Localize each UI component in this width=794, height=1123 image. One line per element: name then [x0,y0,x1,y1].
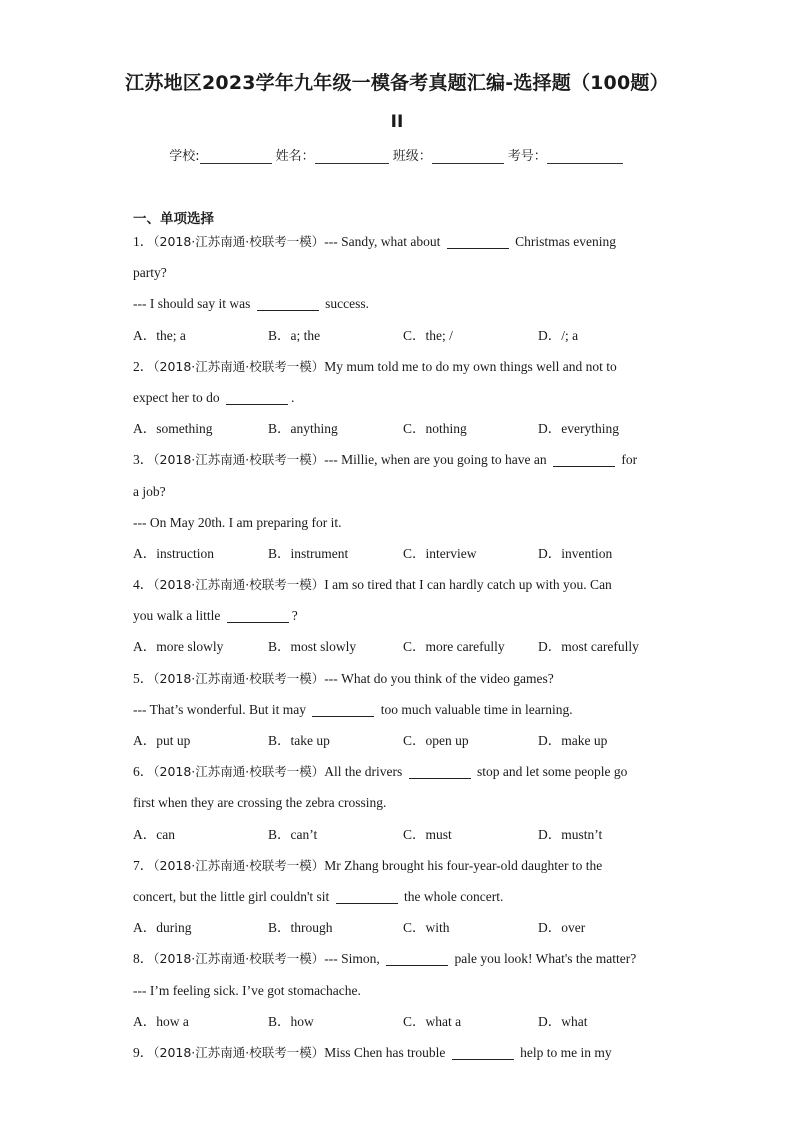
question-text: concert, but the little girl couldn't sit [133,888,333,904]
answer-option[interactable]: C．what a [403,1013,462,1029]
question-text: --- I should say it was [133,296,254,312]
answer-option[interactable]: A．more slowly [133,639,224,655]
answer-option[interactable]: D．invention [538,545,613,561]
answer-option[interactable]: C．the; / [403,327,453,343]
question-line [133,351,673,382]
answer-option[interactable]: A．the; a [133,327,186,343]
student-info-row [0,145,794,164]
question-source: （2018·江苏南通·校联考一模） [153,857,325,873]
answer-option[interactable]: D．over [538,920,586,936]
answer-option[interactable]: C．must [403,826,452,842]
question-line [133,756,673,787]
question-line [133,288,673,319]
answer-options [133,819,673,850]
answer-option[interactable]: D．/; a [538,327,579,343]
question-text: --- On May 20th. I am preparing for it. [133,514,342,530]
answer-option[interactable]: A．put up [133,733,191,748]
question-text: All the drivers [324,764,406,780]
answer-options [133,538,673,569]
info-field-label: 班级： [392,149,432,164]
question-text-after-blank: . [290,389,295,405]
question-line [133,850,673,881]
question-source: （2018·江苏南通·校联考一模） [153,234,325,249]
answer-option[interactable]: C．open up [403,733,469,748]
question-line [133,507,673,538]
question-text: expect her to do [133,389,223,405]
info-field [393,145,506,164]
info-field-blank[interactable] [315,149,389,164]
question-line [133,943,673,974]
info-field-blank[interactable] [432,149,504,164]
question-line [133,881,673,912]
question-text-after-blank: for [617,452,638,468]
question-line [133,600,673,631]
answer-option[interactable]: A．something [133,421,213,437]
question-number: 1． [133,234,154,249]
question-line [133,663,673,694]
question-text-after-blank: help to me in my [516,1044,612,1060]
question-line [133,569,673,600]
answer-option[interactable]: C．nothing [403,421,467,437]
info-field [169,145,273,164]
question-source: （2018·江苏南通·校联考一模） [153,670,325,686]
question-number: 5． [133,670,154,686]
answer-options [133,725,673,756]
question-item [133,351,673,445]
question-text: --- I’m feeling sick. I’ve got stomachache. [133,982,361,998]
answer-option[interactable]: D．everything [538,421,619,437]
answer-options [133,631,673,662]
answer-option[interactable]: B．take up [268,733,330,748]
info-field [276,145,391,164]
info-field-label: 考号： [507,149,547,164]
answer-blank[interactable] [386,949,448,966]
question-text-after-blank: the whole concert. [400,888,504,904]
question-text: a job? [133,483,166,499]
info-field [508,145,625,164]
answer-blank[interactable] [257,294,319,311]
question-text: --- Simon, [324,951,384,967]
answer-options [133,912,673,943]
page-subtitle: II [390,112,404,132]
question-line [133,444,673,475]
question-text: party? [133,265,167,281]
question-text: --- That’s wonderful. But it may [133,701,310,717]
question-text-after-blank: stop and let some people go [473,764,628,780]
question-number: 3． [133,452,154,468]
question-line [133,1037,673,1068]
answer-option[interactable]: A．instruction [133,545,214,561]
question-item [133,1037,673,1068]
question-number: 2． [133,358,154,374]
question-number: 4． [133,577,154,593]
question-text: Miss Chen has trouble [324,1044,449,1060]
answer-option[interactable]: B．how [268,1013,314,1029]
answer-blank[interactable] [336,887,398,904]
question-text-after-blank: too much valuable time in learning. [377,701,573,717]
answer-option[interactable]: B．instrument [268,545,349,561]
answer-blank[interactable] [409,762,471,779]
answer-option[interactable]: B．most slowly [268,639,357,655]
question-text-after-blank: success. [321,296,369,312]
question-line [133,694,673,725]
answer-options [133,1006,673,1037]
answer-option[interactable]: C．more carefully [403,639,505,655]
question-line [133,476,673,507]
question-text: --- Millie, when are you going to have an [324,452,550,468]
answer-option[interactable]: A．can [133,826,175,842]
question-item [133,226,673,351]
question-number: 9． [133,1044,154,1060]
answer-option[interactable]: B．through [268,920,333,936]
question-item [133,569,673,663]
question-number: 8． [133,951,154,967]
question-text-after-blank: pale you look! What's the matter? [451,951,637,967]
answer-blank[interactable] [447,232,509,249]
info-field-label: 姓名： [275,149,315,164]
question-source: （2018·江苏南通·校联考一模） [153,1044,325,1060]
info-field-blank[interactable] [200,149,272,164]
question-text: I am so tired that I can hardly catch up with you. Can [324,577,612,593]
question-line [133,975,673,1006]
answer-blank[interactable] [553,450,615,467]
answer-option[interactable]: D．most carefully [538,639,639,655]
answer-options [133,413,673,444]
question-text: --- Sandy, what about [324,234,444,249]
question-number: 6． [133,764,154,780]
answer-option[interactable]: C．with [403,920,450,936]
answer-blank[interactable] [226,388,288,405]
question-text-after-blank: Christmas evening [511,234,616,249]
question-text: Mr Zhang brought his four-year-old daughter to the [324,857,603,873]
answer-option[interactable]: D．make up [538,733,608,748]
answer-option[interactable]: A．during [133,920,192,936]
question-list [133,226,673,1068]
question-number: 7． [133,857,154,873]
answer-blank[interactable] [227,606,289,623]
question-source: （2018·江苏南通·校联考一模） [153,452,325,468]
question-item [133,444,673,569]
question-text: first when they are crossing the zebra crossing. [133,795,387,811]
answer-option[interactable]: A．how a [133,1013,189,1029]
info-field-blank[interactable] [547,149,623,164]
question-text-after-blank: ? [291,608,298,624]
question-line [133,226,673,257]
answer-option[interactable]: D．mustn’t [538,826,603,842]
answer-option[interactable]: D．what [538,1013,588,1029]
question-source: （2018·江苏南通·校联考一模） [153,358,325,374]
question-text: My mum told me to do my own things well and not to [324,358,617,374]
question-item [133,663,673,757]
question-text: --- What do you think of the video games? [324,670,554,686]
question-text: you walk a little [133,608,224,624]
question-item [133,943,673,1037]
question-line [133,382,673,413]
question-item [133,756,673,850]
answer-option[interactable]: B．anything [268,421,338,437]
answer-option[interactable]: B．can’t [268,826,318,842]
answer-option[interactable]: C．interview [403,545,477,561]
question-line [133,787,673,818]
info-field-label: 学校: [169,149,200,164]
answer-option[interactable]: B．a; the [268,327,321,343]
question-line [133,257,673,288]
answer-blank[interactable] [452,1043,514,1060]
page-title: 江苏地区2023学年九年级一模备考真题汇编-选择题（100题） [125,72,669,94]
question-source: （2018·江苏南通·校联考一模） [153,577,325,593]
section-title: 一、单项选择 [133,211,214,227]
question-source: （2018·江苏南通·校联考一模） [153,951,325,967]
answer-options [133,320,673,351]
question-item [133,850,673,944]
answer-blank[interactable] [312,700,374,717]
question-source: （2018·江苏南通·校联考一模） [153,764,325,780]
